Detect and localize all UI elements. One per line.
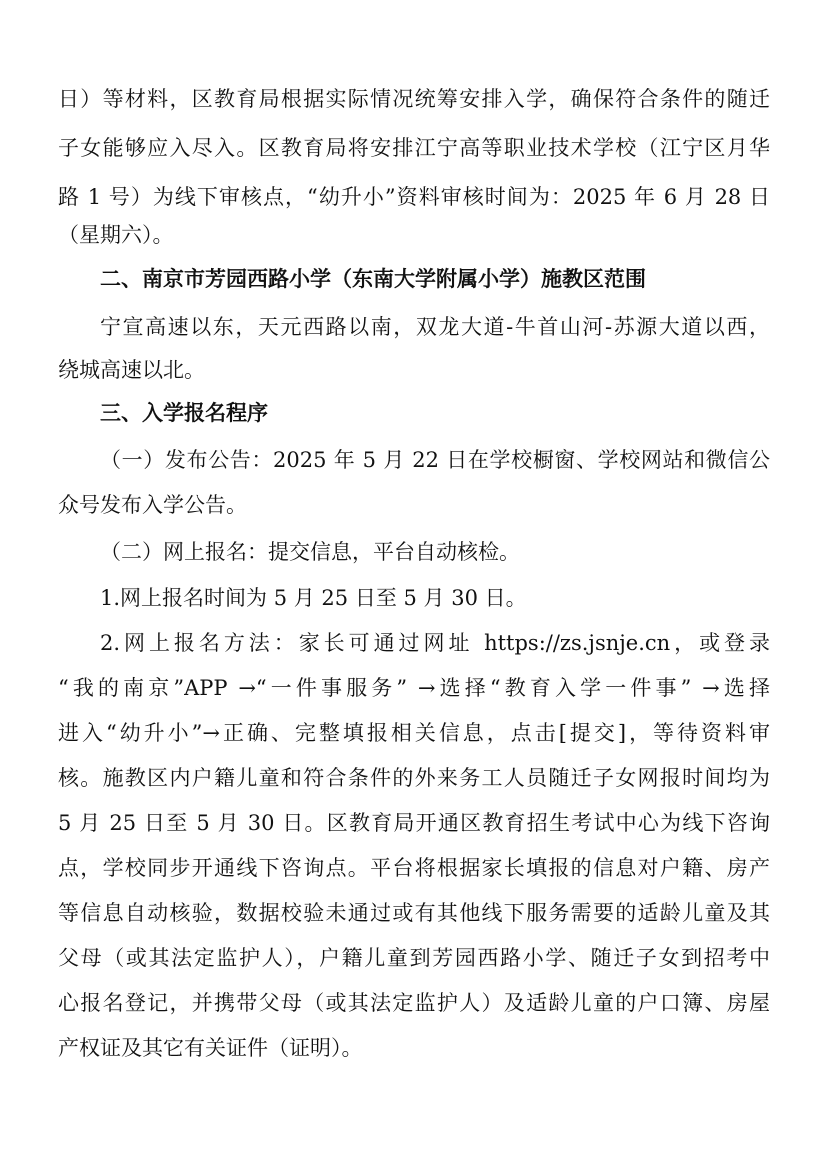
paragraph-line: 子女能够应入尽入。区教育局将安排江宁高等职业技术学校（江宁区月华 — [58, 136, 770, 160]
paragraph-line: 产权证及其它有关证件（证明）。 — [58, 1036, 363, 1060]
paragraph-line: （二）网上报名：提交信息，平台自动核检。 — [100, 540, 520, 564]
paragraph-line: 心报名登记，并携带父母（或其法定监护人）及适龄儿童的户口簿、房屋 — [58, 991, 770, 1015]
paragraph-line: 众号发布入学公告。 — [58, 493, 247, 517]
paragraph-line: 绕城高速以北。 — [58, 358, 205, 382]
paragraph-line: 等信息自动核验，数据校验未通过或有其他线下服务需要的适龄儿童及其 — [58, 901, 770, 925]
paragraph-line: 点，学校同步开通线下咨询点。平台将根据家长填报的信息对户籍、房产 — [58, 856, 770, 880]
paragraph-line: “我的南京”APP →“一件事服务” →选择“教育入学一件事” →选择 — [58, 676, 770, 700]
paragraph-line: （星期六）。 — [58, 223, 174, 247]
paragraph-line: 核。施教区内户籍儿童和符合条件的外来务工人员随迁子女网报时间均为 — [58, 766, 770, 790]
paragraph-line: 日）等材料，区教育局根据实际情况统筹安排入学，确保符合条件的随迁 — [58, 87, 770, 111]
paragraph-line: 路 1 号）为线下审核点，“幼升小”资料审核时间为：2025 年 6 月 28 日 — [58, 185, 770, 209]
paragraph-line: （一）发布公告：2025 年 5 月 22 日在学校橱窗、学校网站和微信公 — [100, 448, 770, 472]
paragraph-line: 进入“幼升小”→正确、完整填报相关信息，点击[提交]，等待资料审 — [58, 721, 770, 745]
paragraph-line: 1.网上报名时间为 5 月 25 日至 5 月 30 日。 — [100, 586, 527, 610]
paragraph-line: 父母（或其法定监护人），户籍儿童到芳园西路小学、随迁子女到招考中 — [58, 946, 770, 970]
paragraph-line: 2.网上报名方法：家长可通过网址 https://zs.jsnje.cn，或登录 — [100, 631, 770, 655]
section-heading-3: 三、入学报名程序 — [100, 401, 268, 425]
section-heading-2: 二、南京市芳园西路小学（东南大学附属小学）施教区范围 — [100, 267, 646, 291]
paragraph-line: 5 月 25 日至 5 月 30 日。区教育局开通区教育招生考试中心为线下咨询 — [58, 811, 770, 835]
paragraph-line: 宁宣高速以东，天元西路以南，双龙大道-牛首山河-苏源大道以西， — [100, 315, 770, 339]
